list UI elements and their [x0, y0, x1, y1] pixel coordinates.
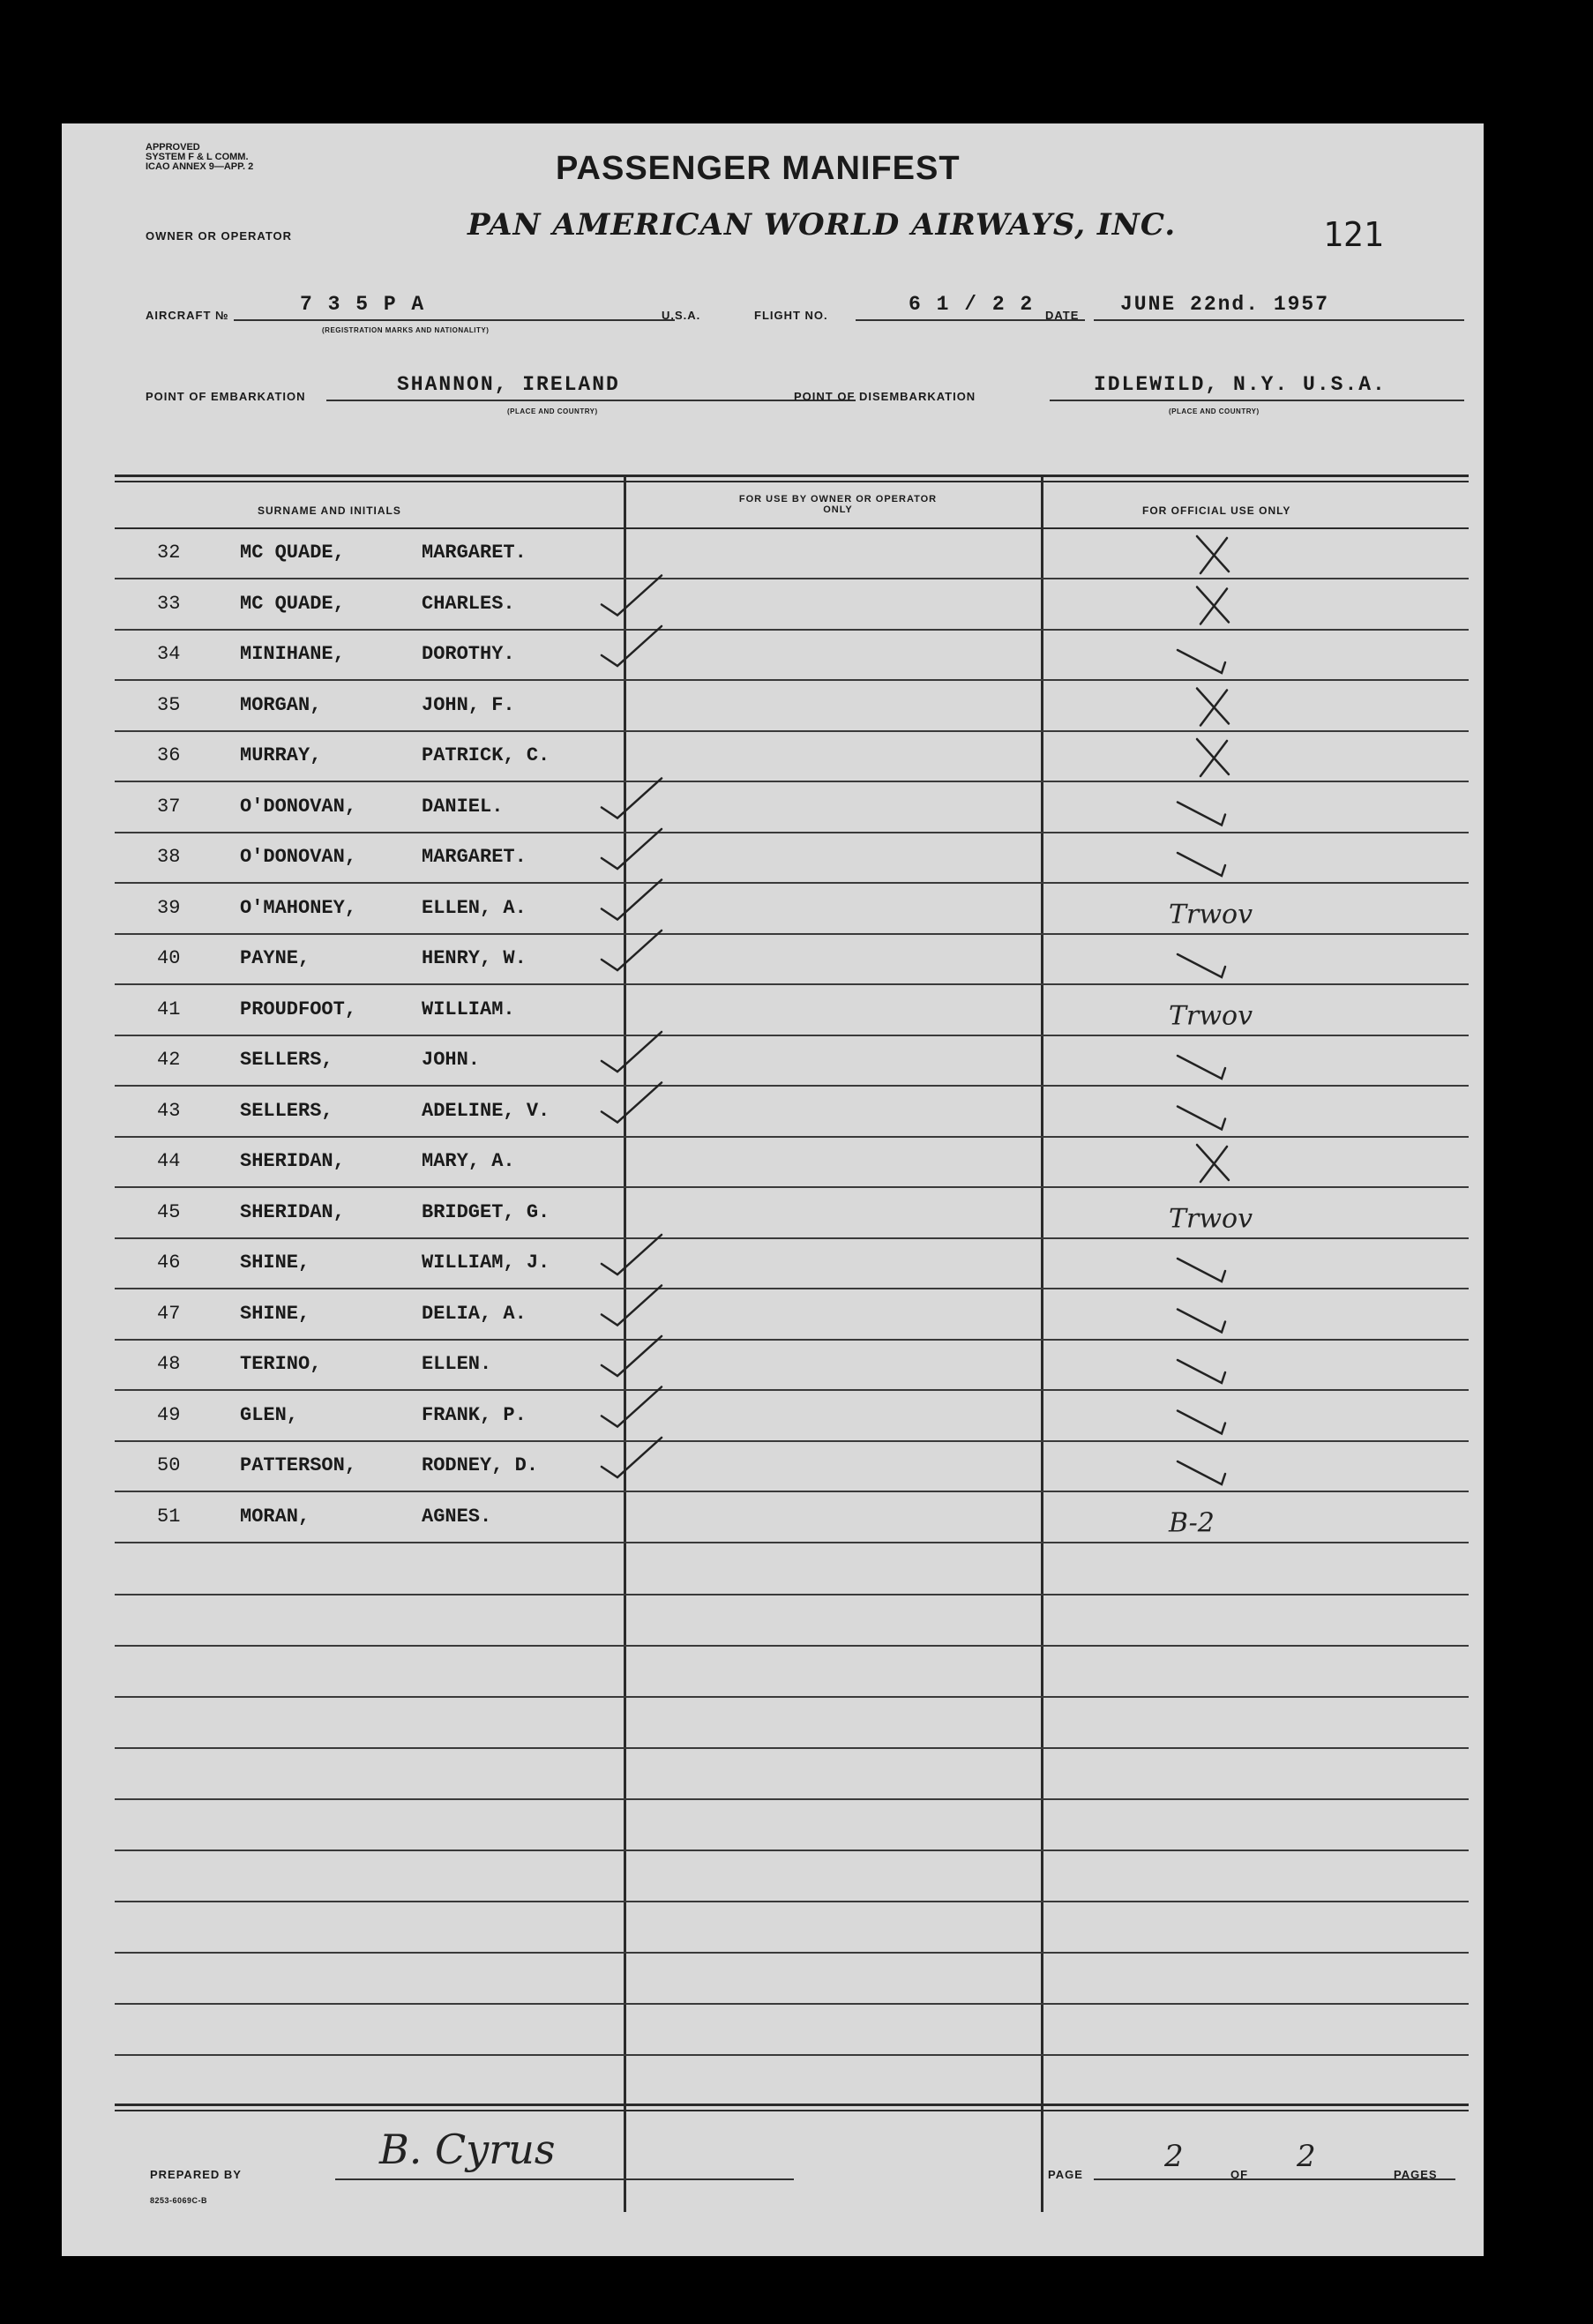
table-row	[115, 986, 1469, 1036]
row-number: 50	[157, 1454, 181, 1476]
row-number: 35	[157, 693, 181, 716]
surname: TERINO,	[240, 1353, 322, 1375]
table-row	[115, 1138, 1469, 1188]
surname: O'DONOVAN,	[240, 846, 357, 868]
date-value: JUNE 22nd. 1957	[1120, 293, 1330, 316]
row-number: 32	[157, 542, 181, 564]
table-top-rule	[115, 475, 1469, 477]
row-line	[115, 1542, 1469, 1543]
table-row	[115, 631, 1469, 681]
table-top-rule-2	[115, 481, 1469, 482]
table-row	[115, 732, 1469, 782]
row-number: 42	[157, 1049, 181, 1071]
row-number: 48	[157, 1353, 181, 1375]
page-value: 2	[1164, 2139, 1184, 2174]
column-header-official: FOR OFFICIAL USE ONLY	[1142, 504, 1291, 517]
operator-name: PAN AMERICAN WORLD AIRWAYS, INC.	[467, 207, 1177, 243]
surname: SELLERS,	[240, 1099, 333, 1122]
given-name: AGNES.	[422, 1505, 492, 1528]
blank-row-line	[115, 1747, 1469, 1749]
surname: MORAN,	[240, 1505, 310, 1528]
embark-label: POINT OF EMBARKATION	[146, 390, 306, 403]
row-number: 33	[157, 592, 181, 615]
surname: MC QUADE,	[240, 592, 345, 615]
table-row	[115, 682, 1469, 732]
approval-stamp	[146, 143, 253, 172]
disembark-label: POINT OF DISEMBARKATION	[794, 390, 976, 403]
given-name: RODNEY, D.	[422, 1454, 539, 1476]
of-label: OF	[1230, 2168, 1249, 2181]
surname: SELLERS,	[240, 1049, 333, 1071]
row-number: 34	[157, 643, 181, 665]
blank-row-line	[115, 1901, 1469, 1902]
given-name: DOROTHY.	[422, 643, 515, 665]
row-number: 44	[157, 1150, 181, 1172]
given-name: HENRY, W.	[422, 947, 527, 969]
aircraft-label: AIRCRAFT №	[146, 309, 229, 322]
embark-caption: (PLACE AND COUNTRY)	[507, 407, 598, 415]
table-row	[115, 580, 1469, 631]
given-name: ELLEN, A.	[422, 896, 527, 919]
table-bottom-rule	[115, 2104, 1469, 2106]
row-number: 40	[157, 947, 181, 969]
page-number: 121	[1323, 215, 1384, 254]
given-name: BRIDGET, G.	[422, 1200, 550, 1223]
form-number: 8253-6069C-B	[150, 2196, 208, 2205]
row-number: 51	[157, 1505, 181, 1528]
row-number: 43	[157, 1099, 181, 1122]
surname: GLEN,	[240, 1403, 299, 1426]
table-bottom-rule-2	[115, 2110, 1469, 2111]
registration-caption: (REGISTRATION MARKS AND NATIONALITY)	[322, 326, 490, 334]
disembark-caption: (PLACE AND COUNTRY)	[1169, 407, 1260, 415]
surname: PAYNE,	[240, 947, 310, 969]
disembark-value: IDLEWILD, N.Y. U.S.A.	[1094, 373, 1387, 396]
given-name: ADELINE, V.	[422, 1099, 550, 1122]
date-underline	[1094, 319, 1464, 321]
table-row	[115, 833, 1469, 884]
disembark-underline	[1050, 400, 1464, 401]
table-row	[115, 783, 1469, 833]
surname: MURRAY,	[240, 744, 322, 766]
of-value: 2	[1297, 2139, 1316, 2174]
surname: SHINE,	[240, 1252, 310, 1274]
surname: MORGAN,	[240, 693, 322, 716]
surname: PATTERSON,	[240, 1454, 357, 1476]
given-name: MARGARET.	[422, 542, 527, 564]
given-name: WILLIAM.	[422, 998, 515, 1020]
row-number: 49	[157, 1403, 181, 1426]
blank-row-line	[115, 1594, 1469, 1595]
blank-row-line	[115, 1952, 1469, 1954]
given-name: ELLEN.	[422, 1353, 492, 1375]
row-number: 41	[157, 998, 181, 1020]
page-label: PAGE	[1048, 2168, 1083, 2181]
given-name: JOHN, F.	[422, 693, 515, 716]
table-row	[115, 1392, 1469, 1442]
table-row	[115, 885, 1469, 935]
given-name: DELIA, A.	[422, 1302, 527, 1325]
embark-underline	[326, 400, 856, 401]
given-name: MARY, A.	[422, 1150, 515, 1172]
given-name: FRANK, P.	[422, 1403, 527, 1426]
given-name: WILLIAM, J.	[422, 1252, 550, 1274]
table-row	[115, 1189, 1469, 1239]
official-note: B-2	[1169, 1507, 1215, 1539]
table-row	[115, 1087, 1469, 1138]
surname: SHINE,	[240, 1302, 310, 1325]
official-note: Trwov	[1169, 899, 1253, 930]
blank-row-line	[115, 2054, 1469, 2056]
blank-row-line	[115, 1849, 1469, 1851]
row-number: 38	[157, 846, 181, 868]
official-note: Trwov	[1169, 1000, 1253, 1032]
prepared-label: PREPARED BY	[150, 2168, 242, 2181]
row-number: 37	[157, 795, 181, 818]
given-name: JOHN.	[422, 1049, 481, 1071]
blank-row-line	[115, 2003, 1469, 2005]
row-number: 46	[157, 1252, 181, 1274]
column-header-names: SURNAME AND INITIALS	[258, 504, 401, 517]
owner-label: OWNER OR OPERATOR	[146, 229, 293, 243]
blank-row-line	[115, 1798, 1469, 1800]
aircraft-underline	[234, 319, 675, 321]
row-number: 45	[157, 1200, 181, 1223]
blank-row-line	[115, 1696, 1469, 1698]
surname: O'DONOVAN,	[240, 795, 357, 818]
row-number: 47	[157, 1302, 181, 1325]
surname: SHERIDAN,	[240, 1150, 345, 1172]
table-row	[115, 1036, 1469, 1087]
flight-value: 6 1 / 2 2	[909, 293, 1035, 316]
pages-label: PAGES	[1394, 2168, 1438, 2181]
official-note: Trwov	[1169, 1203, 1253, 1235]
column-header-owner: FOR USE BY OWNER OR OPERATOR ONLY	[738, 494, 938, 515]
given-name: CHARLES.	[422, 592, 515, 615]
usa-label: U.S.A.	[662, 309, 701, 322]
table-row	[115, 1442, 1469, 1492]
flight-label: FLIGHT NO.	[754, 309, 828, 322]
surname: MINIHANE,	[240, 643, 345, 665]
aircraft-value: 7 3 5 P A	[300, 293, 426, 316]
surname: MC QUADE,	[240, 542, 345, 564]
table-row	[115, 1341, 1469, 1391]
row-number: 36	[157, 744, 181, 766]
table-row	[115, 1239, 1469, 1289]
table-row	[115, 1290, 1469, 1341]
page-title: PASSENGER MANIFEST	[556, 150, 961, 187]
given-name: PATRICK, C.	[422, 744, 550, 766]
date-label: DATE	[1045, 309, 1080, 322]
prepared-underline	[335, 2178, 794, 2180]
blank-row-line	[115, 1645, 1469, 1647]
signature: B. Cyrus	[379, 2126, 556, 2173]
table-row	[115, 935, 1469, 985]
given-name: DANIEL.	[422, 795, 504, 818]
approval-line: ICAO ANNEX 9—APP. 2	[146, 161, 254, 172]
surname: PROUDFOOT,	[240, 998, 357, 1020]
manifest-sheet	[62, 123, 1484, 2256]
approval-line: SYSTEM F & L COMM.	[146, 152, 249, 162]
surname: SHERIDAN,	[240, 1200, 345, 1223]
table-row	[115, 529, 1469, 579]
row-number: 39	[157, 896, 181, 919]
approval-line: APPROVED	[146, 142, 200, 153]
given-name: MARGARET.	[422, 846, 527, 868]
table-row	[115, 1493, 1469, 1543]
embark-value: SHANNON, IRELAND	[397, 373, 620, 396]
surname: O'MAHONEY,	[240, 896, 357, 919]
